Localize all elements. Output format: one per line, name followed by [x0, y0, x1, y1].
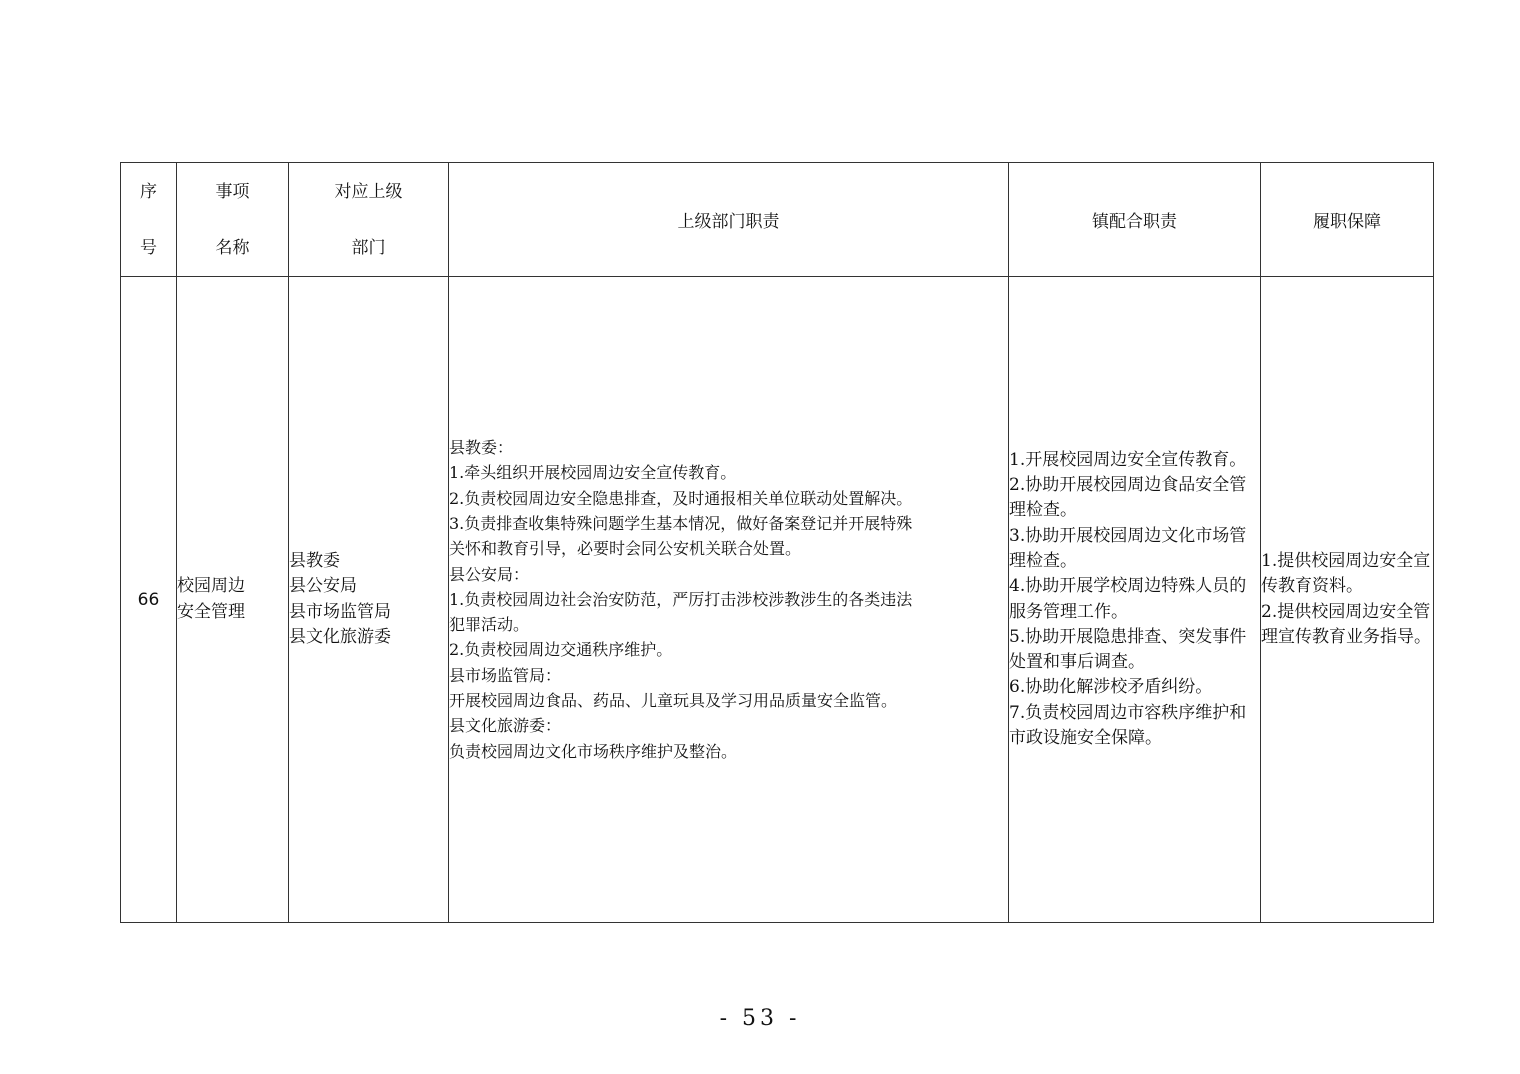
- header-item-bottom: 名称: [215, 237, 250, 258]
- row-upper-duty: [449, 277, 1009, 923]
- town-duty-item: 1.开展校园周边安全宣传教育。: [1009, 449, 1247, 470]
- town-duty-item: 6.协助化解涉校矛盾纠纷。: [1009, 677, 1213, 698]
- header-seq: [121, 163, 177, 277]
- row-seq: 66: [121, 277, 177, 923]
- header-seq-bottom: 号: [140, 237, 157, 258]
- guarantee-item: 1.提供校园周边安全宣传教育资料。: [1261, 550, 1431, 597]
- upper-duty-line: 县市场监管局：: [449, 665, 562, 685]
- duty-table: [120, 162, 1434, 923]
- upper-duty-line: 县公安局：: [449, 564, 530, 584]
- header-dept-bottom: 部门: [351, 237, 386, 258]
- dept-line: 县教委: [289, 550, 340, 571]
- upper-duty-line: 关怀和教育引导，必要时会同公安机关联合处置。: [449, 539, 802, 559]
- item-line: 校园周边: [177, 576, 245, 597]
- header-item-name: [177, 163, 289, 277]
- header-town-duty: 镇配合职责: [1009, 163, 1261, 277]
- item-line: 安全管理: [177, 601, 245, 622]
- dept-line: 县文化旅游委: [289, 626, 391, 647]
- upper-duty-line: 开展校园周边食品、药品、儿童玩具及学习用品质量安全监管。: [449, 691, 898, 711]
- upper-duty-line: 2.负责校园周边交通秩序维护。: [449, 640, 673, 660]
- upper-duty-line: 犯罪活动。: [449, 615, 530, 635]
- page-number: - 53 -: [719, 1006, 801, 1031]
- town-duty-item: 4.协助开展学校周边特殊人员的服务管理工作。: [1009, 576, 1247, 622]
- header-guarantee: 履职保障: [1261, 163, 1434, 277]
- table-row: [121, 277, 1434, 923]
- town-duty-item: 2.协助开展校园周边食品安全管理检查。: [1009, 475, 1247, 521]
- upper-duty-line: 2.负责校园周边安全隐患排查，及时通报相关单位联动处置解决。: [449, 488, 913, 508]
- upper-duty-line: 县文化旅游委：: [449, 716, 562, 736]
- upper-duty-line: 3.负责排查收集特殊问题学生基本情况，做好备案登记并开展特殊: [449, 513, 913, 533]
- header-seq-top: 序: [140, 181, 157, 202]
- row-item-name: [177, 277, 289, 923]
- dept-line: 县公安局: [289, 576, 357, 597]
- row-town-duty: [1009, 277, 1261, 923]
- guarantee-item: 2.提供校园周边安全管理宣传教育业务指导。: [1261, 601, 1431, 647]
- dept-line: 县市场监管局: [289, 601, 391, 622]
- header-item-top: 事项: [215, 181, 250, 202]
- upper-duty-line: 负责校园周边文化市场秩序维护及整治。: [449, 741, 738, 761]
- header-dept-top: 对应上级: [334, 181, 403, 202]
- row-guarantee: [1261, 277, 1434, 923]
- header-row: [121, 163, 1434, 277]
- header-upper-duty: 上级部门职责: [449, 163, 1009, 277]
- town-duty-item: 7.负责校园周边市容秩序维护和市政设施安全保障。: [1009, 702, 1247, 748]
- upper-duty-line: 1.负责校园周边社会治安防范，严厉打击涉校涉教涉生的各类违法: [449, 589, 913, 609]
- header-dept: [289, 163, 449, 277]
- town-duty-item: 5.协助开展隐患排查、突发事件处置和事后调查。: [1009, 626, 1247, 673]
- upper-duty-line: 1.牵头组织开展校园周边安全宣传教育。: [449, 463, 737, 483]
- row-dept: [289, 277, 449, 923]
- town-duty-item: 3.协助开展校园周边文化市场管理检查。: [1009, 525, 1247, 571]
- upper-duty-line: 县教委：: [449, 438, 514, 458]
